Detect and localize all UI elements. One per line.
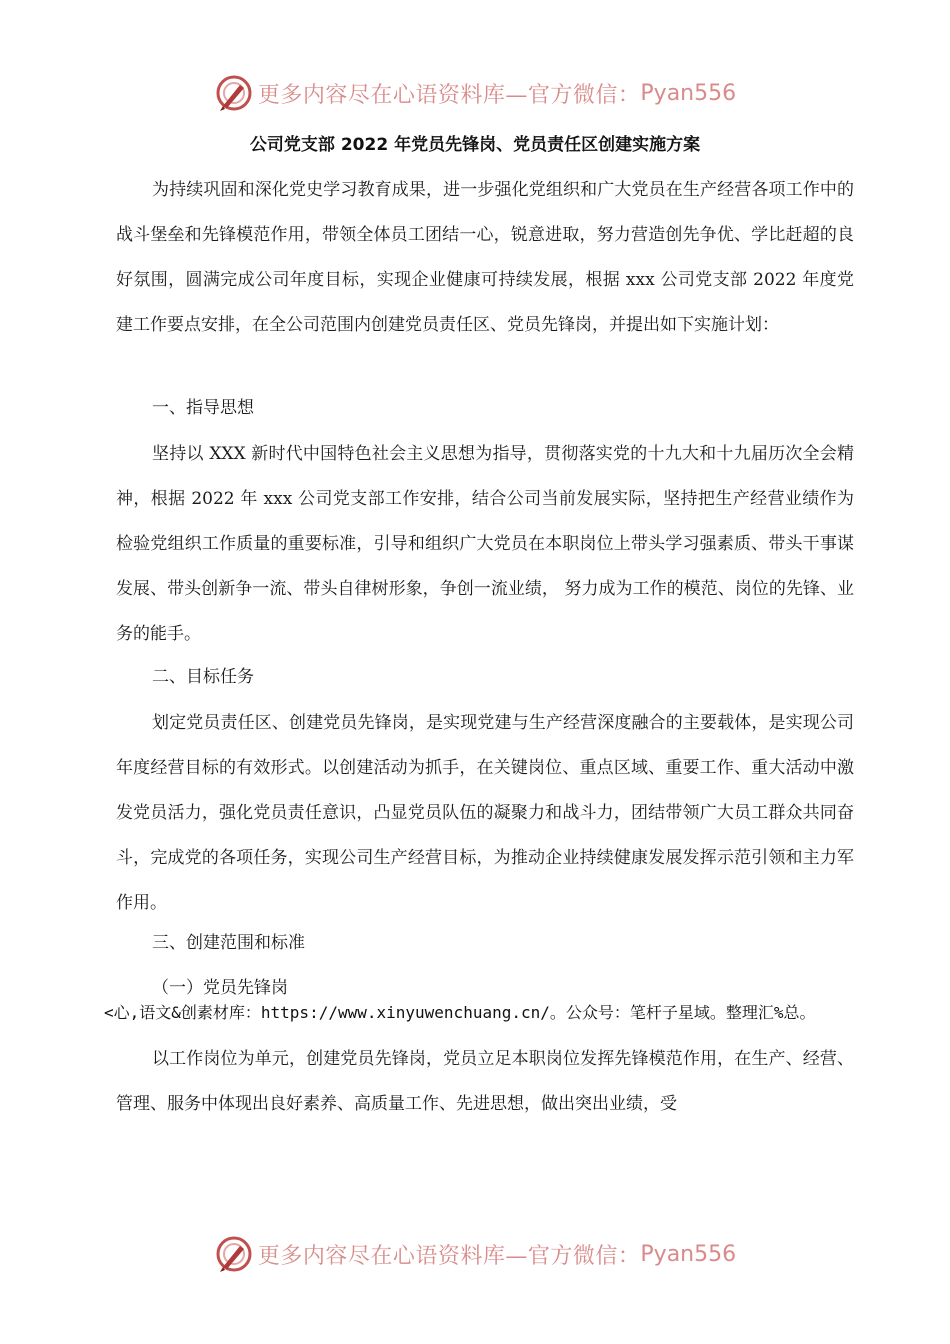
section-heading-goals: 二、目标任务: [152, 667, 254, 687]
watermark-text: 更多内容尽在心语资料库—官方微信：: [257, 1243, 641, 1269]
watermark-wechat-id: Pyan556: [640, 80, 737, 106]
watermark-text: 更多内容尽在心语资料库—官方微信：: [257, 82, 641, 108]
watermark-banner-top: [0, 70, 950, 116]
intro-paragraph: 为持续巩固和深化党史学习教育成果，进一步强化党组织和广大党员在生产经营各项工作中的战斗堡垒和先锋模范作用，带领全体员工团结一心，锐意进取，努力营造创先争优、学比赶超的良好氛围，圆满完成公司年度目标，实现企业健康可持续发展，根据 xxx 公司党支部 2022 年度党建工作要点安排，在全公司范围内创建党员责任区、党员先锋岗，并提出如下实施计划：: [116, 180, 854, 335]
subsection-body-pioneer-post: 以工作岗位为单元，创建党员先锋岗，党员立足本职岗位发挥先锋模范作用，在生产、经营、管理、服务中体现出良好素养、高质量工作、先进思想，做出突出业绩，受: [116, 1049, 854, 1114]
pen-logo-icon: [214, 73, 254, 113]
section-heading-scope: 三、创建范围和标准: [152, 933, 305, 953]
pen-logo-icon: [214, 1234, 254, 1274]
watermark-wechat-id: Pyan556: [640, 1241, 737, 1267]
document-title: 公司党支部 2022 年党员先锋岗、党员责任区创建实施方案: [249, 135, 701, 155]
section-body-guiding-ideology: 坚持以 XXX 新时代中国特色社会主义思想为指导，贯彻落实党的十九大和十九届历次全会精神，根据 2022 年 xxx 公司党支部工作安排，结合公司当前发展实际，坚持把生产经营业绩作为检验党组织工作质量的重要标准，引导和组织广大党员在本职岗位上带头学习强素质、带头干事谋发展、带头创新争一流、带头自律树形象，争创一流业绩， 努力成为工作的模范、岗位的先锋、业务的能手。: [116, 444, 854, 644]
section-body-goals: 划定党员责任区、创建党员先锋岗，是实现党建与生产经营深度融合的主要载体，是实现公司年度经营目标的有效形式。以创建活动为抓手，在关键岗位、重点区域、重要工作、重大活动中激发党员活力，强化党员责任意识，凸显党员队伍的凝聚力和战斗力，团结带领广大员工群众共同奋斗，完成党的各项任务，实现公司生产经营目标，为推动企业持续健康发展发挥示范引领和主力军作用。: [116, 713, 854, 913]
subsection-heading-pioneer-post: （一）党员先锋岗: [152, 978, 288, 998]
section-heading-guiding-ideology: 一、指导思想: [152, 398, 254, 418]
watermark-banner-bottom: [0, 1231, 950, 1277]
source-note: <心,语文&创素材库：https://www.xinyuwenchuang.cn/。公众号：笔杆子星域。整理汇%总。: [104, 1003, 816, 1022]
